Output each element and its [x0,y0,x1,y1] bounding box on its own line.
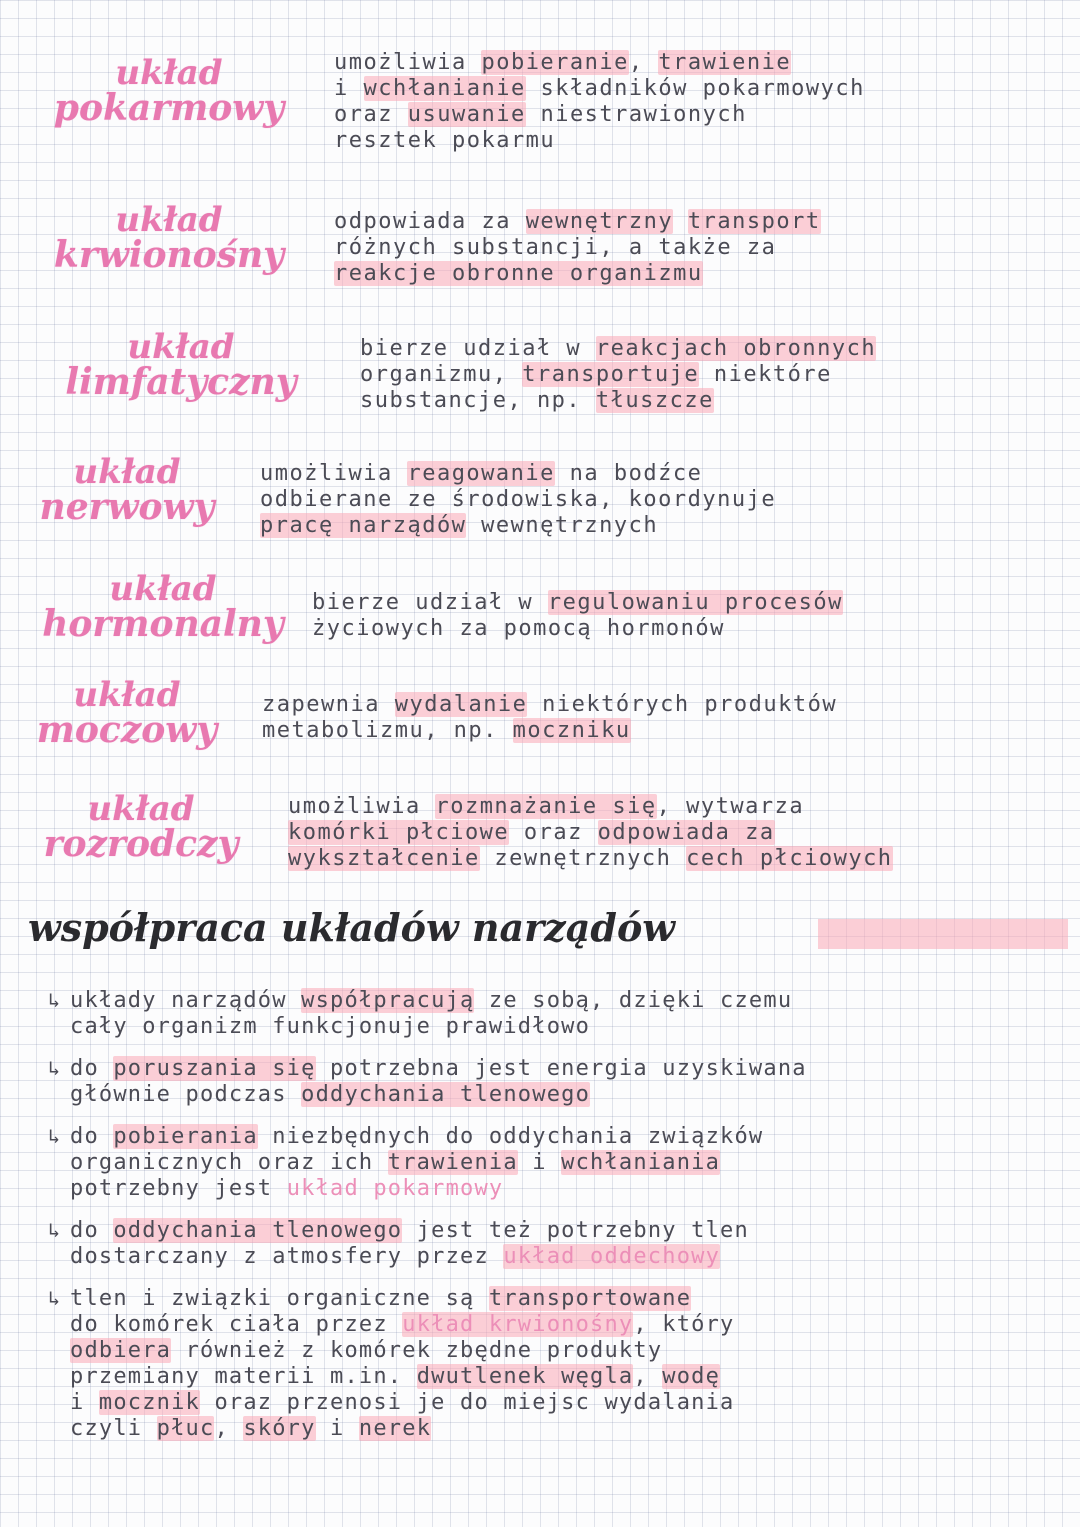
text-line [70,1244,1064,1270]
text-line [70,1056,1064,1082]
text-line [334,128,865,154]
text-segment: niektórych produktów [527,692,838,717]
system-name [28,569,298,645]
system-name-line1: układ [115,53,223,93]
text-segment: do [70,1056,114,1081]
highlighted-phrase: komórki płciowe [288,820,510,845]
text-segment: niestrawionych [525,102,747,127]
text-segment: do [70,1124,114,1149]
system-name [28,200,310,276]
system-name [22,675,232,751]
highlighted-phrase: reagowanie [407,461,555,486]
text-line [334,209,821,235]
highlighted-phrase: pobierania [113,1124,258,1149]
list-item [48,1124,1064,1202]
system-name-line1: układ [73,452,181,492]
text-line [334,235,821,261]
highlighted-phrase: układ krwionośny [402,1312,634,1337]
highlighted-phrase: wchłanianie [363,76,526,101]
text-segment: przemiany materii m.in. [70,1364,417,1389]
system-name-line1: układ [73,675,181,715]
text-segment: i [517,1150,562,1175]
text-segment: do [70,1218,114,1243]
highlighted-phrase: dwutlenek węgla [416,1364,634,1389]
system-name-line1: układ [109,569,217,609]
text-segment: metabolizmu, np. [262,718,513,743]
highlighted-phrase: oddychania tlenowego [113,1218,403,1243]
list-item [48,1056,1064,1108]
text-segment: umożliwia [288,794,436,819]
highlighted-phrase: moczniku [512,718,631,743]
text-segment: niektóre [699,362,832,387]
system-name-line1: układ [115,200,223,240]
text-line [70,1364,1064,1390]
text-segment: organicznych oraz ich [70,1150,388,1175]
system-name [28,53,310,129]
highlighted-phrase: wykształcenie [288,846,480,871]
text-line [334,261,821,287]
text-line [262,692,837,718]
highlighted-phrase: reakcjach obronnych [595,336,877,361]
heading-highlight-bar [818,919,1068,949]
bullet-text [54,1286,1064,1442]
text-line [360,336,876,362]
highlighted-phrase: wewnętrzny [525,209,674,234]
highlighted-phrase: pracę narządów [260,513,467,538]
highlighted-phrase: wodę [662,1364,721,1389]
system-description [288,794,893,872]
text-segment: bierze udział w [312,590,548,615]
text-line [70,1176,1064,1202]
text-line [70,1338,1064,1364]
text-segment: odbierane ze środowiska, koordynuje [260,487,777,512]
arrow-icon: ↳ [48,1124,61,1148]
text-line [360,362,876,388]
highlighted-phrase: rozmnażanie się [435,794,657,819]
text-line [70,1312,1064,1338]
text-line [334,50,865,76]
system-name-line2: pokarmowy [53,87,285,129]
arrow-icon: ↳ [48,1286,61,1310]
highlighted-phrase: transport [687,209,821,234]
text-segment: na bodźce [554,461,703,486]
text-line [260,513,776,539]
text-line [70,1416,1064,1442]
text-segment: potrzebny jest [70,1176,287,1201]
text-segment: organizmu, [360,362,523,387]
highlighted-phrase: odpowiada za [597,820,775,845]
highlighted-phrase: pobieranie [481,50,629,75]
heading-text: współpraca układów narządów [28,905,676,950]
text-segment: cały organizm funkcjonuje prawidłowo [70,1014,591,1039]
text-segment: życiowych za pomocą hormonów [312,616,725,641]
highlighted-phrase: płuc [156,1416,215,1441]
text-line [312,590,843,616]
highlighted-phrase: mocznik [98,1390,201,1415]
system-description [312,590,843,642]
text-segment: odpowiada za [334,209,526,234]
text-segment: do komórek ciała przez [70,1312,403,1337]
text-line [260,487,776,513]
arrow-icon: ↳ [48,1056,61,1080]
text-line [312,616,843,642]
text-segment: , wytwarza [656,794,805,819]
highlighted-phrase: skóry [243,1416,316,1441]
system-name [22,452,232,528]
list-item [48,1218,1064,1270]
system-name-line2: rozrodczy [43,823,239,865]
highlighted-phrase: usuwanie [407,102,526,127]
text-segment: głównie podczas [70,1082,302,1107]
text-segment: substancje, np. [360,388,596,413]
highlighted-phrase: transportuje [522,362,700,387]
text-line [70,1150,1064,1176]
highlighted-phrase: współpracują [301,988,475,1013]
bullet-text [54,1056,1064,1108]
text-segment: , [214,1416,244,1441]
system-name-line1: układ [127,327,235,367]
text-segment: umożliwia [334,50,482,75]
system-description [260,461,776,539]
text-segment: potrzebna jest energia uzyskiwana [315,1056,807,1081]
text-segment: zewnętrznych [479,846,687,871]
system-description [360,336,876,414]
text-segment: ze sobą, dzięki czemu [474,988,793,1013]
system-description [334,209,821,287]
text-segment: różnych substancji, a także za [334,235,777,260]
text-line [334,76,865,102]
system-description [334,50,865,154]
text-segment [673,209,688,234]
list-item [48,988,1064,1040]
system-name [28,327,334,403]
highlighted-phrase: poruszania się [113,1056,316,1081]
system-name-line1: układ [87,789,195,829]
text-line [70,1082,1064,1108]
text-line [262,718,837,744]
text-segment: jest też potrzebny tlen [402,1218,749,1243]
text-segment: i [315,1416,359,1441]
text-segment: i [70,1390,99,1415]
section-heading [28,905,1073,961]
text-line [70,1014,1064,1040]
arrow-icon: ↳ [48,1218,61,1242]
text-segment: , [633,1364,663,1389]
system-name-line2: nerwowy [39,486,215,528]
text-segment: , który [633,1312,735,1337]
highlighted-phrase: odbiera [70,1338,172,1363]
system-name-line2: krwionośny [53,234,285,276]
text-line [288,794,893,820]
bullet-text [54,1218,1064,1270]
text-segment: resztek pokarmu [334,128,556,153]
highlighted-phrase: nerek [358,1416,432,1441]
text-line [334,102,865,128]
highlighted-phrase: układ oddechowy [503,1244,721,1269]
text-segment: układy narządów [70,988,302,1013]
highlighted-phrase: trawienie [658,50,792,75]
text-line [70,1218,1064,1244]
text-line [70,1390,1064,1416]
bullet-text [54,1124,1064,1202]
highlighted-phrase: transportowane [488,1286,692,1311]
text-segment: umożliwia [260,461,408,486]
text-segment: wewnętrznych [466,513,659,538]
arrow-icon: ↳ [48,988,61,1012]
system-name-line2: moczowy [36,709,218,751]
text-segment: bierze udział w [360,336,596,361]
text-line [70,1124,1064,1150]
text-segment: oraz przenosi je do miejsc wydalania [200,1390,735,1415]
cooperation-bullet-list [48,988,1064,1458]
text-segment: , [628,50,659,75]
text-line [70,1286,1064,1312]
list-item [48,1286,1064,1442]
bullet-text [54,988,1064,1040]
text-segment: niezbędnych do oddychania związków [257,1124,764,1149]
highlighted-phrase: regulowaniu procesów [547,590,843,615]
text-segment: i [334,76,364,101]
highlighted-phrase: reakcje obronne organizmu [334,261,703,286]
system-name-line2: limfatyczny [65,361,297,403]
highlighted-phrase: trawienia [387,1150,518,1175]
text-segment: tlen i związki organiczne są [70,1286,489,1311]
highlighted-phrase: tłuszcze [595,388,714,413]
text-segment: oraz [509,820,598,845]
text-line [70,988,1064,1014]
text-segment: czyli [70,1416,157,1441]
text-line [288,820,893,846]
text-line [288,846,893,872]
text-segment: oraz [334,102,408,127]
text-segment: układ pokarmowy [286,1176,504,1201]
text-segment: składników pokarmowych [525,76,865,101]
text-segment: zapewnia [262,692,395,717]
text-segment: również z komórek zbędne produkty [171,1338,663,1363]
system-name-line2: hormonalny [42,603,284,645]
text-segment: dostarczany z atmosfery przez [70,1244,504,1269]
text-line [360,388,876,414]
highlighted-phrase: wchłaniania [561,1150,721,1175]
system-description [262,692,837,744]
system-name [22,789,260,865]
highlighted-phrase: wydalanie [394,692,528,717]
highlighted-phrase: oddychania tlenowego [301,1082,591,1107]
text-line [260,461,776,487]
highlighted-phrase: cech płciowych [686,846,893,871]
